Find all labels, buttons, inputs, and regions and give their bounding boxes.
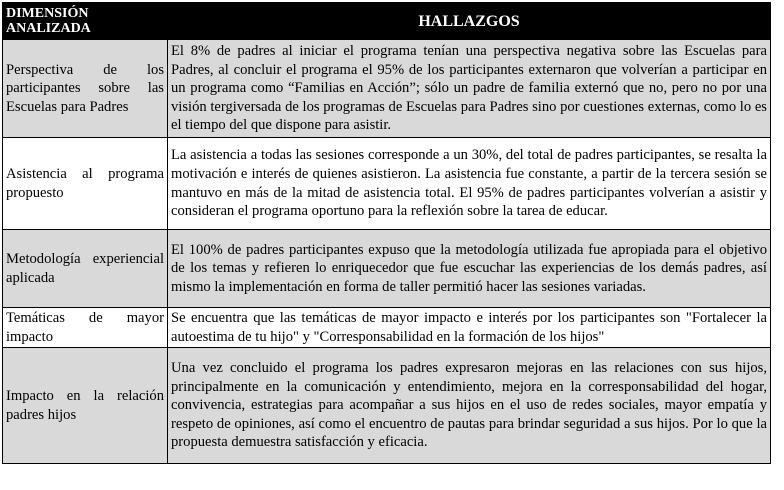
table-header-row bbox=[3, 3, 771, 40]
dimension-cell: Impacto en la relación padres hijos bbox=[3, 348, 168, 464]
finding-cell: El 100% de padres participantes expuso que la metodología utilizada fue apropiada para el objetivo de los temas y refieren lo enriquecedor que fue escuchar las experiencias de los demás padres, así mismo la implementación en forma de taller permitió hacer las sesiones variadas. bbox=[168, 230, 771, 308]
dimension-cell: Metodología experiencial aplicada bbox=[3, 230, 168, 308]
table-row bbox=[3, 230, 771, 308]
table-row bbox=[3, 308, 771, 348]
dimension-column-header: DIMENSIÓN ANALIZADA bbox=[3, 3, 168, 40]
dimension-cell: Asistencia al programa propuesto bbox=[3, 138, 168, 230]
finding-cell: Se encuentra que las temáticas de mayor impacto e interés por los participantes son "Fortalecer la autoestima de tu hijo" y "Corresponsabilidad en la formación de los hijos" bbox=[168, 308, 771, 348]
findings-table bbox=[2, 2, 771, 464]
dimension-cell: Temáticas de mayor impacto bbox=[3, 308, 168, 348]
finding-cell: El 8% de padres al iniciar el programa tenían una perspectiva negativa sobre las Escuelas para Padres, al concluir el programa el 95% de los participantes externaron que volverían a participar en un programa como “Familias en Acción”; sólo un padre de familia externó que no, pero no por una visión tergiversada de los programas de Escuelas para Padres sino por cuestiones externas, como lo es el tiempo del que dispone para asistir. bbox=[168, 40, 771, 138]
finding-cell: La asistencia a todas las sesiones corresponde a un 30%, del total de padres participantes, se resalta la motivación e interés de quienes asistieron. La asistencia fue constante, a partir de la tercera sesión se mantuvo en más de la mitad de asistencia total. El 95% de padres participantes volverían a asistir y consideran el programa oportuno para la reflexión sobre la tarea de educar. bbox=[168, 138, 771, 230]
finding-cell: Una vez concluido el programa los padres expresaron mejoras en las relaciones con sus hijos, principalmente en la comunicación y entendimiento, mejora en la corresponsabilidad del hogar, convivencia, estrategias para acompañar a sus hijos en el uso de redes sociales, mayor empatía y respeto de opiniones, así como el encuentro de pautas para brindar seguridad a sus hijos. Por lo que la propuesta demuestra satisfacción y eficacia. bbox=[168, 348, 771, 464]
dimension-cell: Perspectiva de los participantes sobre las Escuelas para Padres bbox=[3, 40, 168, 138]
table-row bbox=[3, 348, 771, 464]
table-row bbox=[3, 138, 771, 230]
findings-column-header: HALLAZGOS bbox=[168, 3, 771, 40]
table-row bbox=[3, 40, 771, 138]
